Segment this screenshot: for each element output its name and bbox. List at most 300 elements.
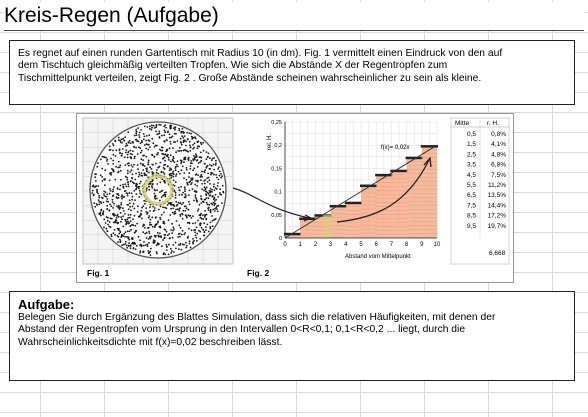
rain-drop	[184, 135, 186, 137]
rain-drop	[174, 133, 176, 135]
rain-drop	[204, 231, 206, 233]
rain-drop	[201, 227, 203, 229]
rain-drop	[213, 164, 215, 166]
rain-drop	[170, 229, 172, 231]
rain-drop	[121, 218, 123, 220]
rain-drop	[147, 126, 149, 128]
x-tick-label: 3	[328, 242, 333, 248]
rain-drop	[163, 172, 165, 174]
rain-drop	[112, 199, 114, 201]
rain-drop	[185, 247, 187, 249]
rain-drop	[208, 177, 210, 179]
rain-drop	[117, 223, 119, 225]
rain-drop	[128, 239, 130, 241]
rain-drop	[125, 224, 127, 226]
y-tick-label: 0,2	[274, 143, 282, 150]
rain-drop	[138, 216, 140, 218]
rain-drop	[136, 184, 138, 186]
rain-drop	[147, 245, 149, 247]
rain-drop	[94, 173, 96, 175]
rain-drop	[98, 204, 100, 206]
rain-drop	[100, 215, 102, 217]
rain-drop	[216, 177, 218, 179]
rain-drop	[211, 215, 213, 217]
rain-drop	[192, 238, 194, 240]
table-header-mitte: Mitte	[455, 120, 470, 127]
rain-drop	[149, 210, 151, 212]
rain-drop	[173, 157, 175, 159]
rain-drop	[163, 234, 165, 236]
rain-drop	[101, 197, 103, 199]
rain-drop	[195, 191, 197, 193]
rain-drop	[123, 233, 125, 235]
rain-drop	[216, 205, 218, 207]
rain-drop	[186, 182, 188, 184]
rain-drop	[125, 143, 127, 145]
rain-drop	[150, 181, 152, 183]
rain-drop	[182, 214, 184, 216]
rain-drop	[200, 195, 202, 197]
rain-drop	[196, 201, 198, 203]
rain-drop	[118, 137, 120, 139]
rain-drop	[141, 150, 143, 152]
rain-drop	[102, 213, 104, 215]
table-cell-rh: 7,5%	[491, 171, 506, 179]
rain-drop	[125, 152, 127, 154]
rain-drop	[129, 192, 131, 194]
y-axis-label: rel. H.	[267, 133, 273, 150]
rain-drop	[119, 188, 121, 190]
rain-drop	[149, 125, 151, 127]
rain-drop	[112, 160, 114, 162]
rain-drop	[179, 150, 181, 152]
rain-drop	[141, 158, 143, 160]
rain-drop	[134, 157, 136, 159]
rain-drop	[92, 185, 94, 187]
rain-drop	[103, 179, 105, 181]
rain-drop	[130, 156, 132, 158]
rain-drop	[182, 137, 184, 139]
rain-drop	[189, 222, 191, 224]
rain-drop	[180, 160, 182, 162]
rain-drop	[177, 208, 179, 210]
rain-drop	[183, 177, 185, 179]
rain-drop	[126, 145, 128, 147]
rain-drop	[176, 220, 178, 222]
rain-drop	[138, 140, 140, 142]
rain-drop	[117, 172, 119, 174]
rain-drop	[204, 183, 206, 185]
rain-drop	[93, 194, 95, 196]
rain-drop	[189, 243, 191, 245]
rain-drop	[153, 125, 155, 127]
rain-drop	[193, 167, 195, 169]
rain-drop	[172, 230, 174, 232]
rain-drop	[131, 199, 133, 201]
rain-drop	[140, 194, 142, 196]
rain-drop	[137, 127, 139, 129]
rain-drop	[126, 245, 128, 247]
rain-drop	[124, 156, 126, 158]
rain-drop	[103, 195, 105, 197]
rain-drop	[200, 179, 202, 181]
rain-drop	[184, 157, 186, 159]
rain-drop	[169, 169, 171, 171]
rain-drop	[112, 163, 114, 165]
rain-drop	[198, 208, 200, 210]
rain-drop	[165, 139, 167, 141]
rain-drop	[158, 236, 160, 238]
rain-drop	[100, 174, 102, 176]
rain-drop	[129, 202, 131, 204]
x-tick-label: 6	[374, 242, 378, 248]
rain-drop	[145, 156, 147, 158]
rain-drop	[197, 166, 199, 168]
rain-drop	[206, 151, 208, 153]
rain-drop	[178, 171, 180, 173]
rain-drop	[139, 136, 141, 138]
rain-drop	[188, 194, 190, 196]
rain-drop	[189, 204, 191, 206]
rain-drop	[192, 158, 194, 160]
rain-drop	[164, 124, 166, 126]
rain-drop	[106, 198, 108, 200]
rain-drop	[196, 199, 198, 201]
rain-drop	[172, 159, 174, 161]
rain-drop	[110, 205, 112, 207]
rain-drop	[139, 252, 141, 254]
rain-drop	[141, 175, 143, 177]
rain-drop	[181, 144, 183, 146]
rain-drop	[144, 165, 146, 167]
rain-drop	[167, 165, 169, 167]
rain-drop	[184, 193, 186, 195]
rain-drop	[178, 130, 180, 132]
figure-svg	[77, 114, 513, 282]
highlight-bar	[323, 215, 331, 238]
rain-drop	[189, 240, 191, 242]
rain-drop	[186, 150, 188, 152]
histogram-bar	[407, 158, 422, 238]
task-line: Wahrscheinlichkeitsdichte mit f(x)=0,02 beschreiben lässt.	[18, 336, 283, 348]
rain-drop	[215, 160, 217, 162]
rain-drop	[139, 174, 141, 176]
rain-drop	[171, 175, 173, 177]
rain-drop	[125, 145, 127, 147]
rain-drop	[204, 214, 206, 216]
rain-drop	[201, 174, 203, 176]
table-cell-rh: 4,8%	[491, 151, 506, 159]
rain-drop	[127, 152, 129, 154]
rain-drop	[149, 206, 151, 208]
table-header-rh: r. H.	[487, 120, 499, 127]
rain-drop	[190, 165, 192, 167]
rain-drop	[148, 189, 150, 191]
x-tick-label: 7	[389, 242, 394, 248]
rain-drop	[124, 140, 126, 142]
rain-drop	[178, 210, 180, 212]
rain-drop	[214, 210, 216, 212]
fig2	[233, 120, 441, 278]
rain-drop	[124, 219, 126, 221]
rain-drop	[112, 207, 114, 209]
rain-drop	[151, 125, 153, 127]
rain-drop	[96, 166, 98, 168]
rain-drop	[108, 226, 110, 228]
rain-drop	[144, 126, 146, 128]
rain-drop	[205, 229, 207, 231]
rain-drop	[215, 174, 217, 176]
rain-drop	[129, 171, 131, 173]
rain-drop	[109, 193, 111, 195]
rain-drop	[112, 150, 114, 152]
rain-drop	[164, 181, 166, 183]
rain-drop	[209, 168, 211, 170]
rain-drop	[171, 223, 173, 225]
rain-drop	[162, 153, 164, 155]
rain-drop	[211, 165, 213, 167]
rain-drop	[181, 135, 183, 137]
rain-drop	[148, 134, 150, 136]
rain-drop	[179, 202, 181, 204]
rain-drop	[143, 155, 145, 157]
rain-drop	[180, 186, 182, 188]
rain-drop	[156, 172, 158, 174]
task-line: Abstand der Regentropfen vom Ursprung in den Intervallen 0<R<0,1; 0,1<R<0,2 ... liegt, durch die	[18, 324, 466, 336]
rain-drop	[182, 166, 184, 168]
rain-drop	[127, 181, 129, 183]
rain-drop	[154, 189, 156, 191]
table-cell-rh: 0,8%	[491, 131, 506, 138]
rain-drop	[102, 180, 104, 182]
rain-drop	[188, 176, 190, 178]
table-cell-mitte: 9,5	[466, 222, 476, 230]
rain-drop	[110, 174, 112, 176]
rain-drop	[98, 199, 100, 201]
rain-drop	[134, 156, 136, 158]
rain-drop	[192, 188, 194, 190]
rain-drop	[188, 132, 190, 134]
table-cell-rh: 6,8%	[491, 161, 506, 169]
rain-drop	[121, 153, 123, 155]
rain-drop	[129, 230, 131, 232]
rain-drop	[193, 147, 195, 149]
values-table	[451, 118, 509, 264]
rain-drop	[207, 204, 209, 206]
rain-drop	[194, 184, 196, 186]
rain-drop	[146, 143, 148, 145]
rain-drop	[217, 185, 219, 187]
rain-drop	[172, 237, 174, 239]
rain-drop	[211, 189, 213, 191]
rain-drop	[156, 145, 158, 147]
table-cell-mitte: 7,5	[466, 202, 476, 210]
rain-drop	[121, 198, 123, 200]
rain-drop	[162, 150, 164, 152]
rain-drop	[187, 184, 189, 186]
rain-drop	[212, 225, 214, 227]
rain-drop	[118, 205, 120, 207]
rain-drop	[193, 155, 195, 157]
rain-drop	[189, 168, 191, 170]
rain-drop	[135, 248, 137, 250]
rain-drop	[157, 222, 159, 224]
rain-drop	[173, 141, 175, 143]
rain-drop	[145, 211, 147, 213]
rain-drop	[138, 176, 140, 178]
rain-drop	[138, 147, 140, 149]
rain-drop	[136, 134, 138, 136]
rain-drop	[113, 214, 115, 216]
rain-drop	[131, 243, 133, 245]
rain-drop	[101, 168, 103, 170]
rain-drop	[120, 212, 122, 214]
rain-drop	[172, 212, 174, 214]
rain-drop	[166, 246, 168, 248]
rain-drop	[176, 205, 178, 207]
rain-drop	[144, 174, 146, 176]
rain-drop	[164, 131, 166, 133]
fig2-label: Fig. 2	[247, 268, 270, 278]
rain-drop	[197, 174, 199, 176]
rain-drop	[128, 165, 130, 167]
rain-drop	[148, 161, 150, 163]
rain-drop	[111, 235, 113, 237]
rain-drop	[118, 216, 120, 218]
rain-drop	[152, 206, 154, 208]
rain-drop	[107, 224, 109, 226]
rain-drop	[133, 247, 135, 249]
rain-drop	[184, 139, 186, 141]
rain-drop	[219, 175, 221, 177]
rain-drop	[146, 244, 148, 246]
rain-drop	[119, 166, 121, 168]
task-heading: Aufgabe:	[18, 297, 75, 312]
x-axis-label: Abstand vom Mittelpunkt	[345, 254, 411, 260]
rain-drop	[178, 233, 180, 235]
rain-drop	[112, 201, 114, 203]
rain-drop	[155, 163, 157, 165]
rain-drop	[129, 225, 131, 227]
rain-drop	[195, 196, 197, 198]
rain-drop	[197, 220, 199, 222]
rain-drop	[221, 175, 223, 177]
rain-drop	[136, 186, 138, 188]
rain-drop	[196, 156, 198, 158]
rain-drop	[118, 161, 120, 163]
rain-drop	[169, 133, 171, 135]
fig1-label: Fig. 1	[87, 268, 110, 278]
rain-drop	[172, 244, 174, 246]
rain-drop	[130, 150, 132, 152]
rain-drop	[136, 131, 138, 133]
rain-drop	[183, 141, 185, 143]
rain-drop	[140, 245, 142, 247]
rain-drop	[102, 156, 104, 158]
rain-drop	[149, 224, 151, 226]
rain-drop	[171, 125, 173, 127]
rain-drop	[203, 201, 205, 203]
rain-drop	[138, 188, 140, 190]
rain-drop	[106, 205, 108, 207]
rain-drop	[221, 202, 223, 204]
rain-drop	[106, 200, 108, 202]
rain-drop	[180, 227, 182, 229]
rain-drop	[119, 208, 121, 210]
rain-drop	[142, 169, 144, 171]
rain-drop	[146, 237, 148, 239]
rain-drop	[206, 202, 208, 204]
rain-drop	[159, 217, 161, 219]
rain-drop	[129, 140, 131, 142]
rain-drop	[204, 199, 206, 201]
rain-drop	[122, 207, 124, 209]
rain-drop	[134, 199, 136, 201]
rain-drop	[140, 129, 142, 131]
rain-drop	[127, 131, 129, 133]
rain-drop	[180, 162, 182, 164]
rain-drop	[109, 204, 111, 206]
rain-drop	[139, 183, 141, 185]
rain-drop	[177, 166, 179, 168]
rain-drop	[202, 142, 204, 144]
rain-drop	[138, 196, 140, 198]
rain-drop	[129, 199, 131, 201]
rain-drop	[105, 157, 107, 159]
rain-drop	[117, 228, 119, 230]
rain-drop	[112, 189, 114, 191]
rain-drop	[122, 234, 124, 236]
rain-drop	[143, 245, 145, 247]
rain-drop	[173, 228, 175, 230]
fx-label: f(x)= 0,02x	[381, 145, 410, 151]
rain-drop	[189, 144, 191, 146]
rain-drop	[128, 245, 130, 247]
table-cell-rh: 19,7%	[487, 222, 506, 230]
rain-drop	[196, 185, 198, 187]
rain-drop	[200, 157, 202, 159]
rain-drop	[127, 204, 129, 206]
x-tick-label: 1	[298, 242, 302, 248]
fig1	[83, 118, 233, 278]
rain-drop	[161, 214, 163, 216]
rain-drop	[152, 226, 154, 228]
rain-drop	[130, 247, 132, 249]
task-box	[9, 291, 575, 381]
rain-drop	[197, 141, 199, 143]
rain-drop	[154, 127, 156, 129]
rain-drop	[144, 203, 146, 205]
rain-drop	[142, 231, 144, 233]
rain-drop	[151, 185, 153, 187]
rain-drop	[200, 152, 202, 154]
histogram-bar	[391, 171, 406, 238]
rain-drop	[179, 147, 181, 149]
rain-drop	[167, 204, 169, 206]
rain-drop	[140, 250, 142, 252]
rain-drop	[164, 164, 166, 166]
rain-drop	[213, 169, 215, 171]
rain-drop	[96, 189, 98, 191]
rain-drop	[178, 248, 180, 250]
rain-drop	[214, 208, 216, 210]
rain-drop	[142, 159, 144, 161]
rain-drop	[162, 158, 164, 160]
rain-drop	[103, 210, 105, 212]
rain-drop	[212, 173, 214, 175]
rain-drop	[149, 146, 151, 148]
rain-drop	[125, 241, 127, 243]
